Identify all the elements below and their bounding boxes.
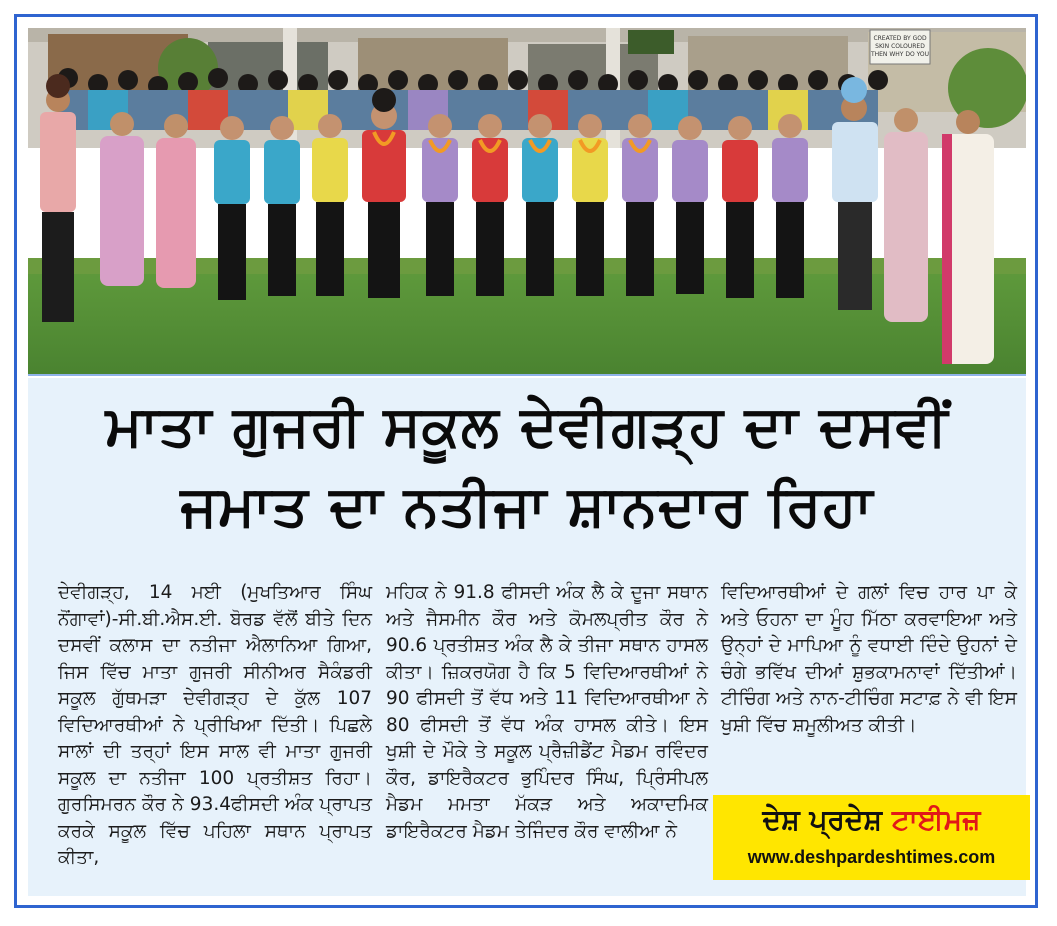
headline-panel	[28, 378, 1026, 560]
svg-text:SKIN COLOURED: SKIN COLOURED	[875, 43, 925, 50]
headline-line-2: ਜਮਾਤ ਦਾ ਨਤੀਜਾ ਸ਼ਾਨਦਾਰ ਰਿਹਾ	[180, 474, 874, 539]
article-column-1: ਦੇਵੀਗੜ੍ਹ, 14 ਮਈ (ਮੁਖਤਿਆਰ ਸਿੰਘ ਨੋਂਗਾਵਾਂ)-ਸੀ.ਬੀ.ਐਸ.ਈ. ਬੋਰਡ ਵੱਲੋਂ ਬੀਤੇ ਦਿਨ ਦਸਵੀਂ ਕਲਾਸ ਦਾ ਨਤੀਜਾ ਐਲਾਨਿਆ ਗਿਆ, ਜਿਸ ਵਿੱਚ ਮਾਤਾ ਗੁਜਰੀ ਸੀਨੀਅਰ ਸੈਕੰਡਰੀ ਸਕੂਲ ਗੁੱਥਮੜਾ ਦੇਵੀਗੜ੍ਹ ਦੇ ਕੁੱਲ 107 ਵਿਦਿਆਰਥੀਆਂ ਨੇ ਪ੍ਰੀਖਿਆ ਦਿੱਤੀ। ਪਿਛਲੇ ਸਾਲਾਂ ਦੀ ਤਰ੍ਹਾਂ ਇਸ ਸਾਲ ਵੀ ਮਾਤਾ ਗੁਜਰੀ ਸਕੂਲ ਦਾ ਨਤੀਜਾ 100 ਪ੍ਰਤੀਸ਼ਤ ਰਿਹਾ। ਗੁਰਸਿਮਰਨ ਕੌਰ ਨੇ 93.4ਫੀਸਦੀ ਅੰਕ ਪ੍ਰਾਪਤ ਕਰਕੇ ਸਕੂਲ ਵਿੱਚ ਪਹਿਲਾ ਸਥਾਨ ਪ੍ਰਾਪਤ ਕੀਤਾ,	[58, 582, 372, 868]
newspaper-brand-box	[713, 795, 1030, 880]
newspaper-name-part1: ਦੇਸ਼ ਪ੍ਰਦੇਸ਼	[762, 803, 883, 836]
group-photo	[28, 28, 1026, 376]
newspaper-name	[713, 803, 1030, 837]
article-column-3: ਵਿਦਿਆਰਥੀਆਂ ਦੇ ਗਲਾਂ ਵਿਚ ਹਾਰ ਪਾ ਕੇ ਅਤੇ ਓਹਨਾ ਦਾ ਮੂੰਹ ਮਿੱਠਾ ਕਰਵਾਇਆ ਅਤੇ ਉਨ੍ਹਾਂ ਦੇ ਮਾਪਿਆ ਨੂੰ ਵਧਾਈ ਦਿੰਦੇ ਉਹਨਾਂ ਦੇ ਚੰਗੇ ਭਵਿੱਖ ਦੀਆਂ ਸ਼ੁਭਕਾਮਨਾਵਾਂ ਦਿੱਤੀਆਂ। ਟੀਚਿੰਗ ਅਤੇ ਨਾਨ-ਟੀਚਿੰਗ ਸਟਾਫ਼ ਨੇ ਵੀ ਇਸ ਖੁਸ਼ੀ ਵਿੱਚ ਸ਼ਮੂਲੀਅਤ ਕੀਤੀ।	[721, 582, 1017, 736]
newspaper-name-part2: ਟਾਈਮਜ਼	[891, 803, 981, 836]
newspaper-url[interactable]: www.deshpardeshtimes.com	[747, 847, 996, 867]
group-photo-illustration	[28, 28, 1026, 374]
headline-line-1: ਮਾਤਾ ਗੁਜਰੀ ਸਕੂਲ ਦੇਵੀਗੜ੍ਹ ਦਾ ਦਸਵੀਂ	[105, 394, 949, 459]
svg-text:THEN WHY DO YOU: THEN WHY DO YOU	[870, 51, 930, 58]
article-column-2: ਮਹਿਕ ਨੇ 91.8 ਫੀਸਦੀ ਅੰਕ ਲੈ ਕੇ ਦੂਜਾ ਸਥਾਨ ਅਤੇ ਜੈਸਮੀਨ ਕੌਰ ਅਤੇ ਕੋਮਲਪ੍ਰੀਤ ਕੌਰ ਨੇ 90.6 ਪ੍ਰਤੀਸ਼ਤ ਅੰਕ ਲੈ ਕੇ ਤੀਜਾ ਸਥਾਨ ਹਾਸਲ ਕੀਤਾ। ਜ਼ਿਕਰਯੋਗ ਹੈ ਕਿ 5 ਵਿਦਿਆਰਥੀਆਂ ਨੇ 90 ਫੀਸਦੀ ਤੋਂ ਵੱਧ ਅਤੇ 11 ਵਿਦਿਆਰਥੀਆ ਨੇ 80 ਫੀਸਦੀ ਤੋਂ ਵੱਧ ਅੰਕ ਹਾਸਲ ਕੀਤੇ। ਇਸ ਖੁਸ਼ੀ ਦੇ ਮੌਕੇ ਤੇ ਸਕੂਲ ਪ੍ਰੈਜ਼ੀਡੈਂਟ ਮੈਡਮ ਰਵਿੰਦਰ ਕੌਰ, ਡਾਇਰੈਕਟਰ ਭੁਪਿੰਦਰ ਸਿੰਘ, ਪ੍ਰਿੰਸੀਪਲ ਮੈਡਮ ਮਮਤਾ ਮੱਕੜ ਅਤੇ ਅਕਾਦਮਿਕ ਡਾਇਰੈਕਟਰ ਮੈਡਮ ਤੇਜਿੰਦਰ ਕੌਰ ਵਾਲੀਆ ਨੇ	[386, 582, 708, 842]
svg-text:CREATED BY GOD: CREATED BY GOD	[873, 35, 927, 42]
